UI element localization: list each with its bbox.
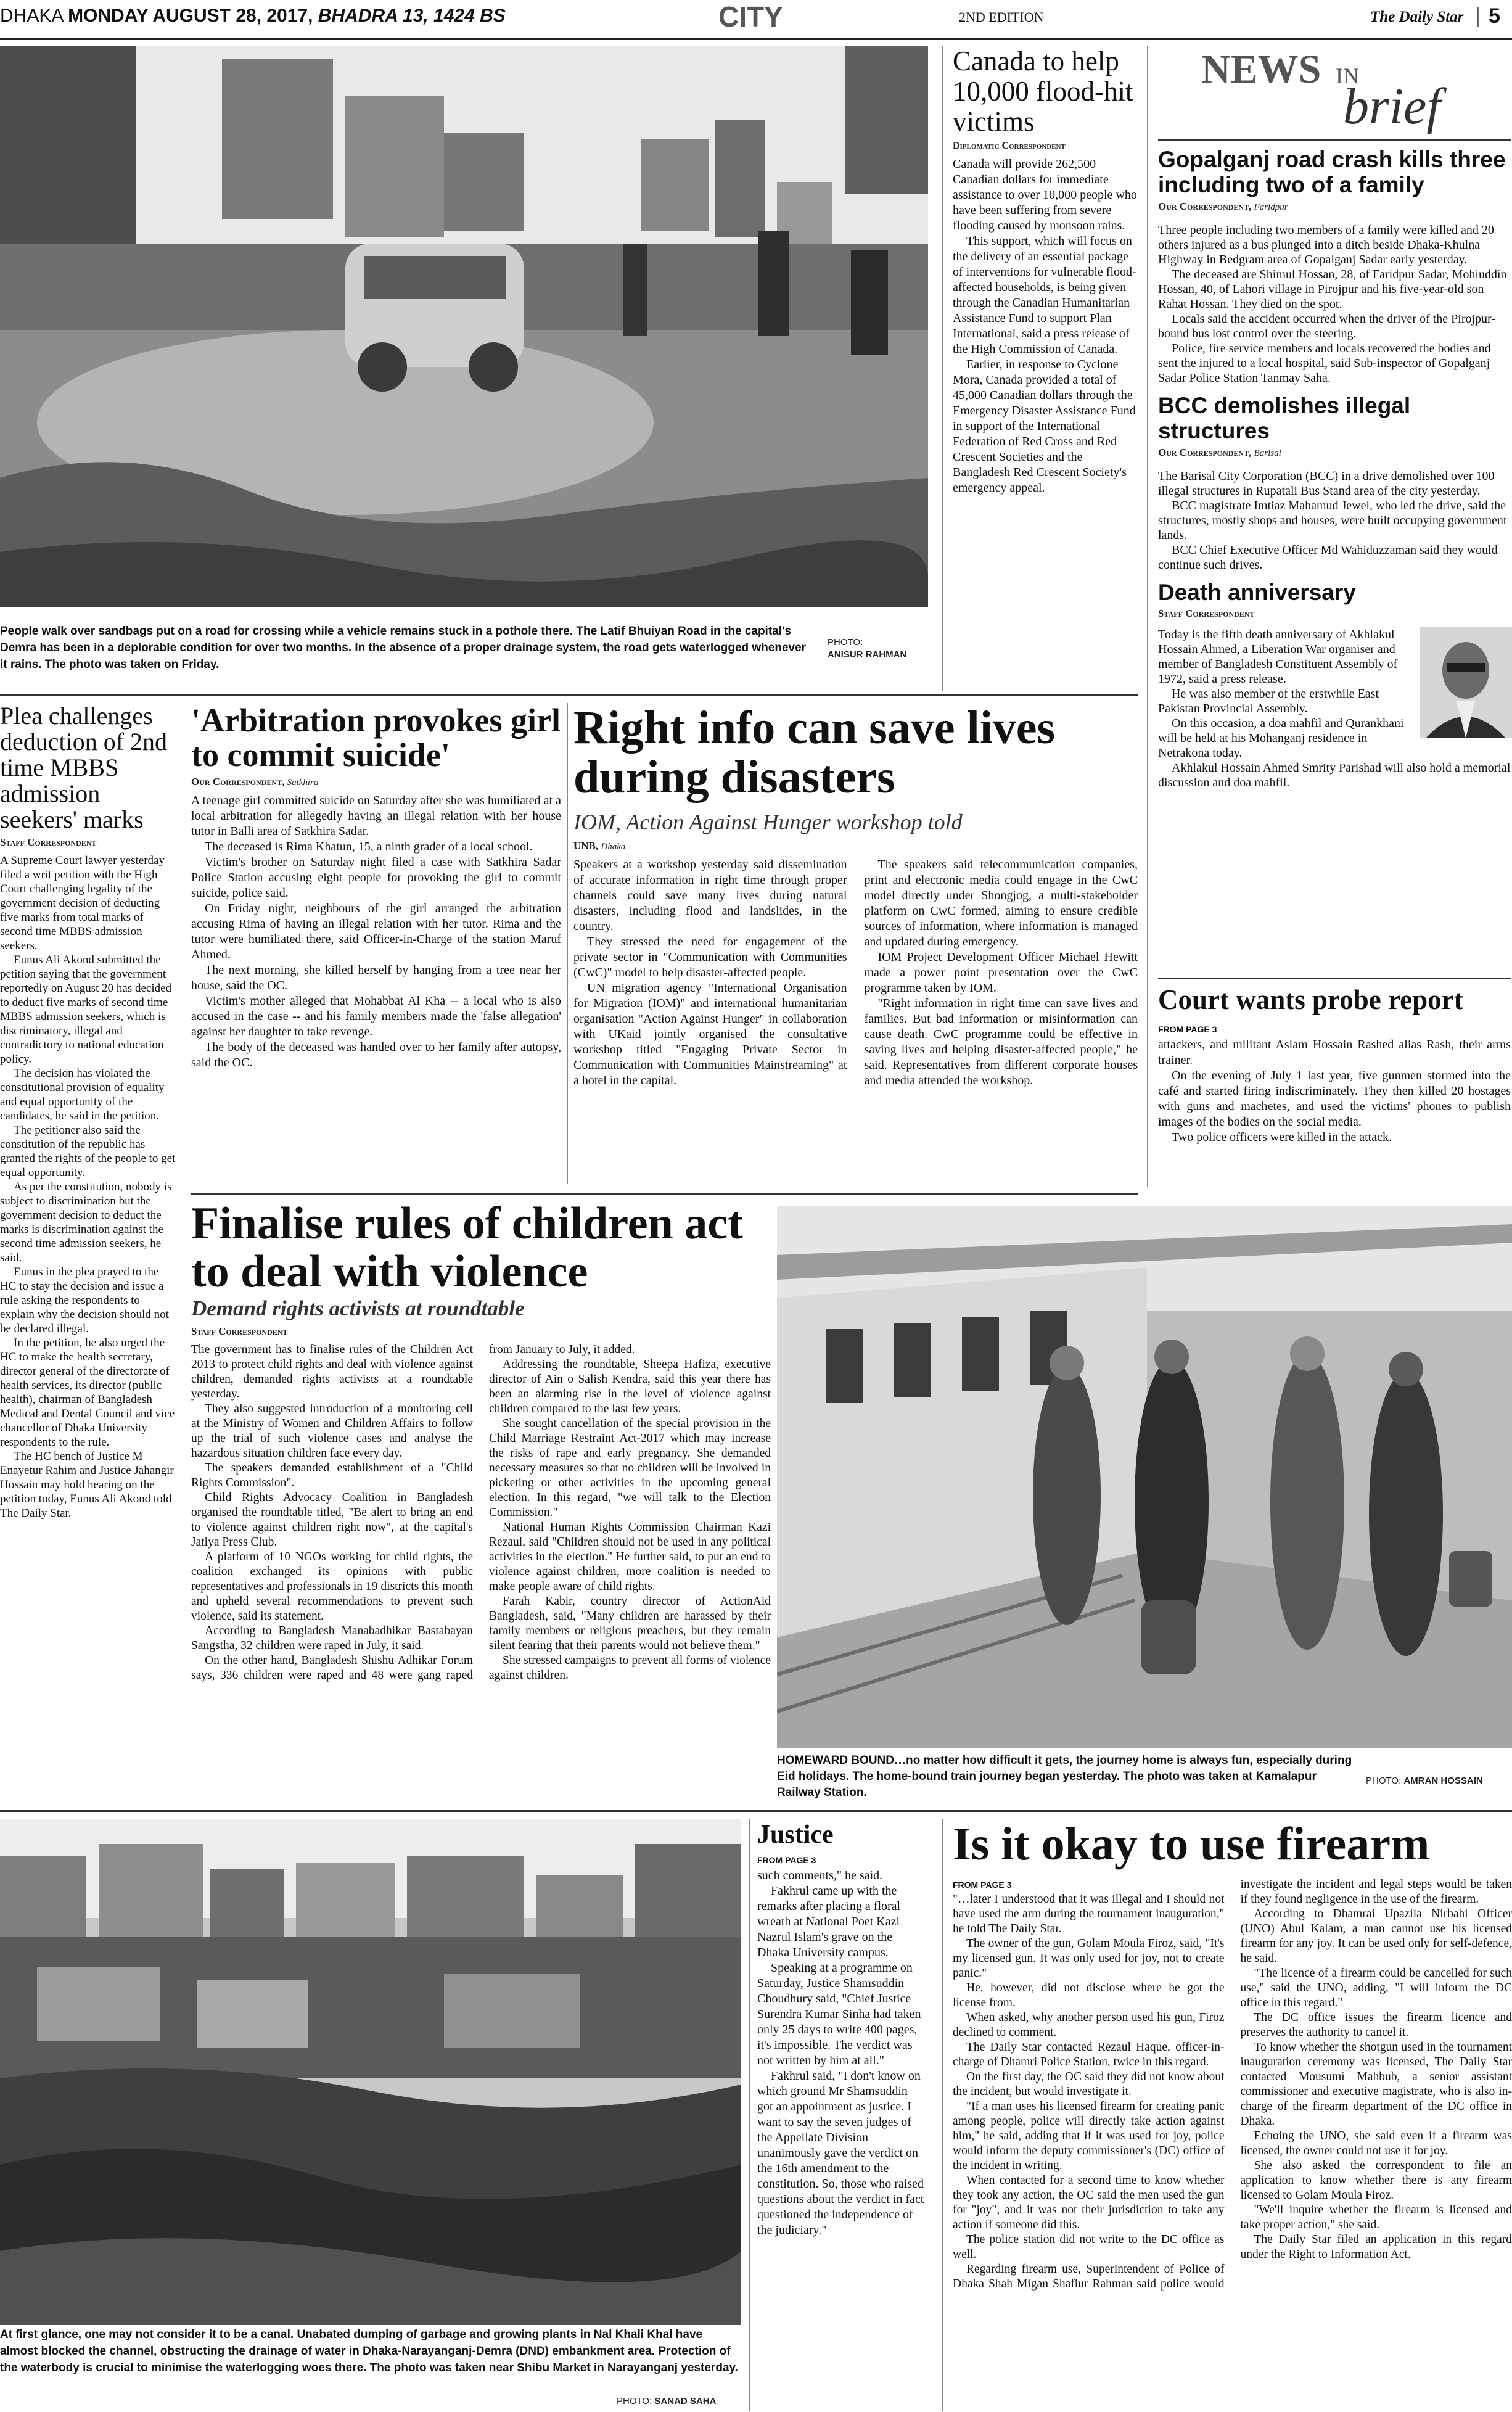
section-rule (0, 694, 1138, 696)
paragraph: The Barisal City Corporation (BCC) in a drive demolished over 100 illegal structures in Rupatali Bus Stand area of the city yesterday. (1158, 469, 1495, 498)
plea-headline: Plea challenges deduction of 2nd time MBBS admission seekers' marks (0, 703, 168, 833)
firearm-body (953, 1877, 1512, 2292)
top-photo-caption: People walk over sandbags put on a road for crossing while a vehicle remains stuck in a pothole there. The Latif Bhuiyan Road in the capital's Demra has been in a deplorable condition for over two months. In the absence of a proper drainage system, the road gets waterlogged whenever it rains. The photo was taken on Friday. (0, 625, 807, 671)
paragraph: The owner of the gun, Golam Moula Firoz, said, "It's my licensed gun. It was only used for joy, not to create panic." (953, 1937, 1225, 1980)
brief-place: Faridpur (1254, 202, 1288, 212)
plea-story (0, 703, 176, 1801)
paragraph: The petitioner also said the constitution of the republic has granted the rights of the people to get equal opportunity. (0, 1124, 176, 1179)
masthead (0, 0, 1512, 38)
page-number: 5 (1489, 4, 1500, 28)
paragraph: Child Rights Advocacy Coalition in Bangladesh organised the roundtable titled, "Be alert to bring an end to violence against children right now", at the capital's Jatiya Press Club. (191, 1491, 473, 1549)
paragraph: She also asked the correspondent to file an application to know whether there is any firearm licensed to Golam Moula Firoz. (1240, 2159, 1512, 2202)
paragraph: Three people including two members of a family were killed and 20 others injured as a bus plunged into a ditch beside Dhaka-Khulna Highway in Bedgram area of Gopalganj Sadar early yesterday. (1158, 223, 1494, 266)
paragraph: The deceased are Shimul Hossan, 28, of Faridpur Sadar, Mohiuddin Hossan, 40, of Lahori village in Pirojpur and his five-year-old son Rahat Hossan. They died on the spot. (1158, 267, 1507, 311)
paragraph: The government has to finalise rules of the Children Act 2013 to protect child rights and deal with violence against children, demanded rights activists at a roundtable yesterday. (191, 1343, 473, 1401)
paragraph: "The licence of a firearm could be cancelled for such use," said the UNO, adding, "I will inform the DC office in this regard." (1240, 1967, 1512, 2009)
paragraph: On the other hand, Bangladesh Shishu Adhikar Forum says, 336 children were raped and 48 were gang raped from January to July, it added. (191, 1343, 635, 1682)
dateline-bengali: BHADRA 13, 1424 BS (318, 6, 506, 26)
credit-label: PHOTO: (1366, 1776, 1402, 1786)
paragraph: They stressed the need for engagement of the private sector in "Communication with Communities (CwC)" model to help disaster-affected people. (573, 935, 847, 979)
paragraph: He, however, did not disclose where he got the license from. (953, 1982, 1225, 2009)
paragraph: When contacted for a second time to know whether they took any action, the OC said the men used the gun for "joy", and it was not their jurisdiction to take any action if someone did this. (953, 2174, 1225, 2231)
paragraph: She sought cancellation of the special provision in the Child Marriage Restraint Act-2017 which may increase the risks of rape and early pregnancy. She demanded necessary measures so that no children will be involved in picketing or other activities in the upcoming general election. In this regard, "we will talk to the Election Commission." (489, 1417, 771, 1519)
title-in: IN (1336, 64, 1359, 88)
column-divider (942, 1819, 943, 2411)
news-in-brief-column (1158, 46, 1512, 978)
paragraph: Speaking at a programme on Saturday, Justice Shamsuddin Choudhury said, "Chief Justice Surendra Kumar Sinha had taken only 25 days to write 400 pages, it's impossible. The verdict was not written by him at all." (757, 1961, 921, 2067)
train-station-photo (777, 1206, 1512, 1748)
top-photo-credit (828, 636, 932, 665)
column-divider (942, 46, 943, 691)
credit-name: SANAD SAHA (654, 2396, 717, 2406)
paragraph: "…later I understood that it was illegal and I should not have used the arm during the tournament inauguration," he told The Daily Star. (953, 1893, 1225, 1935)
paragraph: The speakers said telecommunication companies, print and electronic media could engage in the CwC model directly under Shongjog, a multi-stakeholder platform on CwC formed, aiming to ensure credible sources of information, where information is managed and updated during emergency. (864, 858, 1138, 949)
paragraph: According to Bangladesh Manabadhikar Bastabayan Sangstha, 32 children were raped in July, it said. (191, 1624, 473, 1652)
column-divider (1147, 46, 1148, 1187)
dateline-city: DHAKA (0, 6, 63, 26)
paragraph: The deceased is Rima Khatun, 15, a ninth grader of a local school. (205, 840, 533, 854)
paragraph: "Right information in right time can save lives and families. But bad information or misinformation can cause death. CwC programme could be effective in saving lives and helping disaster-affected people," he said. Representatives from different corporate houses and media attended the workshop. (864, 997, 1138, 1087)
credit-name: ANISUR RAHMAN (828, 649, 907, 660)
paragraph: The Daily Star contacted Rezaul Haque, officer-in-charge of Dhamri Police Station, twice in this regard. (953, 2041, 1225, 2068)
paragraph: The police station did not write to the DC office as well. (953, 2233, 1225, 2261)
paragraph: Police, fire service members and locals recovered the bodies and sent the injured to a local hospital, said Sub-inspector of Gopalganj Sadar Police Station Tanmay Saha. (1158, 341, 1491, 385)
page-separator: | (1475, 4, 1481, 28)
paragraph: Earlier, in response to Cyclone Mora, Canada provided a total of 45,000 Canadian dollars through the Emergency Disaster Assistance Fund in support of the International Federation of Red Cross and Red Crescent Societies and the Bangladesh Red Crescent Society's emergency appeal. (953, 358, 1136, 495)
edition-label: 2ND EDITION (959, 9, 1044, 25)
arbitration-headline: 'Arbitration provokes girl to commit suicide' (191, 703, 561, 773)
train-photo-credit (1366, 1775, 1512, 1791)
brief-headline: Death anniversary (1158, 579, 1356, 605)
paragraph: Locals said the accident occurred when the driver of the Pirojpur-bound bus lost control over the steering. (1158, 311, 1495, 340)
paragraph: Two police officers were killed in the attack. (1172, 1130, 1392, 1144)
waterlogged-road-photo (0, 46, 928, 607)
court-headline: Court wants probe report (1158, 984, 1463, 1015)
column-divider (567, 703, 568, 1184)
paragraph: To know whether the shotgun used in the tournament inauguration ceremony was licensed, The Daily Star contacted Mousumi Mahbub, a senior assistant commissioner and executive magistrate, who is also in-charge of the firearm department of the DC office in Dhaka. (1240, 2041, 1512, 2128)
paragraph: The HC bench of Justice M Enayetur Rahim and Justice Jahangir Hossain may hold hearing on the petition today, Eunus Ali Akond told The Daily Star. (0, 1450, 174, 1520)
paragraph: In the petition, he also urged the HC to make the health secretary, director general of the directorate of health services, its director (public health), chairman of Bangladesh Medical and Dental Council and vice chancellor of Dhaka University respondents to the rule. (0, 1336, 175, 1449)
right-info-subhead: IOM, Action Against Hunger workshop told (573, 810, 963, 834)
paragraph: A teenage girl committed suicide on Saturday after she was humiliated at a local arbitration for allegedly having an illegal relation with her house tutor in Balli area of Satkhira Sadar. (191, 794, 561, 838)
brief-body (1158, 469, 1512, 572)
credit-label: PHOTO: (617, 2396, 652, 2406)
paragraph: such comments," he said. (757, 1869, 883, 1882)
section-rule (0, 1810, 1512, 1812)
paragraph: Echoing the UNO, she said even if a firearm was licensed, the owner could not use it for joy. (1240, 2130, 1512, 2157)
brief-byline: Our Correspondent, Barisal (1158, 446, 1281, 458)
train-photo-caption: HOMEWARD BOUND…no matter how difficult it gets, the journey home is always fun, especially during Eid holidays. The home-bound train journey began yesterday. The photo was taken at Kamalapur Railway Station. (777, 1754, 1352, 1799)
brief-rule (1158, 139, 1511, 141)
paragraph: He was also member of the erstwhile East Pakistan Provincial Assembly. (1158, 687, 1379, 716)
paragraph: Addressing the roundtable, Sheepa Hafiza, executive director of Ain o Salish Kendra, said this year there has been an alarming rise in the level of violence against children compared to the last few years. (489, 1358, 771, 1415)
news-in-brief-title (1158, 46, 1512, 139)
credit-label: PHOTO: (828, 637, 863, 648)
paragraph: They also suggested introduction of a monitoring cell at the Ministry of Women and Children Affairs to follow up the trial of such violence cases and analyse the hazardous situation children face every day. (191, 1402, 473, 1460)
paragraph: As per the constitution, nobody is subject to discrimination but the government decision to deduct the marks is discrimination against the second time admission seekers, he said. (0, 1180, 172, 1264)
paragraph: A Supreme Court lawyer yesterday filed a writ petition with the High Court challenging legality of the government decision of deducting five marks from total marks of second time MBBS admission seekers. (0, 854, 165, 952)
canada-story (953, 46, 1138, 694)
court-probe-story (1158, 984, 1511, 1187)
section-rule (1158, 978, 1511, 979)
dateline (0, 2, 617, 33)
paragraph: "We'll inquire whether the firearm is licensed and take proper action," she said. (1240, 2204, 1512, 2231)
finalise-story (191, 1200, 771, 1801)
paragraph: "If a man uses his licensed firearm for creating panic among people, police will directly take action against him," he said, adding that if it was used for joy, police would inform the deputy commissioner's (DC) office of the incident in writing. (953, 2100, 1225, 2172)
paragraph: Victim's mother alleged that Mohabbat Al Kha -- a local who is also accused in the case -- and his family members made the 'false allegation' against her daughter to take revenge. (191, 994, 561, 1039)
paragraph: On Friday night, neighbours of the girl arranged the arbitration accusing Rima of having an illegal relation with her tutor. Rima and the tutor were humiliated there, said Officer-in-Charge of the station Maruf Ahmed. (191, 902, 561, 961)
arbitration-body (191, 793, 561, 1071)
paragraph: Akhlakul Hossain Ahmed Smrity Parishad will also hold a memorial discussion and doa mahfil. (1158, 761, 1511, 790)
firearm-story (953, 1819, 1512, 2411)
section-name: CITY (718, 1, 783, 33)
masthead-rule (0, 38, 1512, 40)
paragraph: The body of the deceased was handed over to her family after autopsy, said the OC. (191, 1040, 561, 1069)
paragraph: Fakhrul came up with the remarks after placing a floral wreath at National Poet Kazi Nazrul Islam's grave on the Dhaka University campus. (757, 1884, 901, 1959)
arbitration-story (191, 703, 561, 1184)
paragraph: UN migration agency "International Organisation for Migration (IOM)" and international humanitarian organisation "Action Against Hunger" in collaboration with UKaid jointly organised the consultative workshop titled "Engaging Private Sector in Communication with Communities Mainstreaming" at a hotel in the capital. (573, 981, 847, 1087)
paragraph: The DC office issues the firearm licence and preserves the authority to cancel it. (1240, 2011, 1512, 2039)
section-rule (191, 1193, 1138, 1195)
paragraph: BCC Chief Executive Officer Md Wahiduzzaman said they would continue such drives. (1158, 543, 1498, 572)
from-page: FROM PAGE 3 (1158, 1024, 1217, 1034)
paragraph: The speakers demanded establishment of a "Child Rights Commission". (191, 1462, 473, 1489)
brief-headline: Gopalganj road crash kills three including two of a family (1158, 147, 1506, 198)
paragraph: Speakers at a workshop yesterday said dissemination of accurate information in right time through proper channels could save many lives during natural disasters, including flood and landslides, in the country. (573, 858, 847, 933)
paragraph: The Daily Star filed an application in this regard under the Right to Information Act. (1240, 2233, 1512, 2261)
paragraph: When asked, why another person used his gun, Firoz declined to comment. (953, 2011, 1225, 2039)
right-info-place: Dhaka (601, 842, 626, 852)
paragraph: This support, which will focus on the delivery of an essential package of interventions for vulnerable flood-affected households, is being given through the Canadian Humanitarian Assistance Fund to support Plan International, said a press release of the High Commission of Canada. (953, 234, 1136, 356)
paragraph: Farah Kabir, country director of ActionAid Bangladesh, said, "Many children are harassed by their family members or religious preachers, but they remain silent fearing that their parents would not believe them." (489, 1595, 771, 1652)
paragraph: Eunus in the plea prayed to the HC to stay the decision and issue a rule asking the respondents to explain why the decision should not be declared illegal. (0, 1266, 169, 1335)
right-info-headline: Right info can save lives during disasters (573, 703, 1056, 803)
paragraph: BCC magistrate Imtiaz Mahamud Jewel, who led the drive, said the structures, mostly shops and houses, were built occupying government lands. (1158, 498, 1507, 542)
right-info-story (573, 703, 1138, 1184)
paragraph: National Human Rights Commission Chairman Kazi Rezaul, said "Children should not be used in any political activities in the election." He further said, to put an end to violence against children, more coalition is needed to make people aware of child rights. (489, 1521, 771, 1593)
brief-headline: BCC demolishes illegal structures (1158, 392, 1411, 444)
justice-headline: Justice (757, 1821, 834, 1849)
from-page: FROM PAGE 3 (953, 1880, 1012, 1890)
justice-story (757, 1819, 925, 2411)
firearm-headline: Is it okay to use firearm (953, 1819, 1430, 1870)
brief-byline: Staff Correspondent (1158, 607, 1255, 620)
paragraph: Eunus Ali Akond submitted the petition saying that the government reportedly on August 20 has decided to deduct five marks of second time MBBS admission seekers, which is discriminatory, illegal and contradictory to national education policy. (0, 953, 172, 1066)
plea-byline: Staff Correspondent (0, 836, 97, 848)
right-info-byline: UNB, Dhaka (573, 840, 626, 852)
finalise-subhead: Demand rights activists at roundtable (191, 1296, 525, 1320)
paragraph: IOM Project Development Officer Michael Hewitt made a power point presentation over the CwC programme taken by IOM. (864, 950, 1138, 995)
arbitration-byline: Our Correspondent, Satkhira (191, 776, 319, 788)
finalise-headline: Finalise rules of children act to deal with violence (191, 1200, 743, 1297)
brief-place: Barisal (1254, 448, 1281, 458)
portrait-photo (1420, 627, 1512, 738)
column-divider (749, 1819, 750, 2411)
paragraph: Victim's brother on Saturday night filed a case with Satkhira Sadar Police Station accusing eight people for provoking the girl to commit suicide, police said. (191, 855, 561, 900)
right-info-body (573, 857, 1138, 1089)
finalise-body (191, 1343, 771, 1683)
court-body (1158, 1022, 1511, 1145)
credit-name: AMRAN HOSSAIN (1403, 1776, 1483, 1786)
finalise-byline: Staff Correspondent (191, 1325, 288, 1337)
paragraph: According to Dhamrai Upazila Nirbahi Officer (UNO) Abul Kalam, a man cannot use his licensed firearm for any joy. It can be used only for self-defence, he said. (1240, 1908, 1512, 1965)
brief-body (1158, 223, 1512, 385)
paragraph: Today is the fifth death anniversary of Akhlakul Hossain Ahmed, a Liberation War organiser and member of Bangladesh Constituent Assembly of 1972, said a press release. (1158, 628, 1398, 686)
paragraph: Fakhrul said, "I don't know on which ground Mr Shamsuddin got an appointment as justice. I want to say the seven judges of the Appellate Division unanimously gave the verdict on the 16th amendment to the constitution. So, those who raised questions about the verdict in fact questioned the independence of the judiciary." (757, 2069, 924, 2237)
title-brief: brief (1343, 78, 1441, 135)
title-news: NEWS (1201, 47, 1321, 92)
canal-photo-credit (617, 2395, 741, 2410)
paragraph: Canada will provide 262,500 Canadian dollars for immediate assistance to over 10,000 people who have been suffering from severe flooding caused by monsoon rains. (953, 157, 1137, 233)
paragraph: A platform of 10 NGOs working for child rights, the coalition exchanged its opinions with public representatives and professionals in 19 districts this month and upheld several recommendations to prevent such violence, said its statement. (191, 1550, 473, 1623)
paragraph: The decision has violated the constitutional provision of equality and equal opportunity of the candidates, he said in the petition. (0, 1067, 165, 1122)
plea-body (0, 854, 176, 1520)
canada-byline: Diplomatic Correspondent (953, 141, 1066, 151)
paragraph: On the first day, the OC said they did not know about the incident, but would investigate it. (953, 2070, 1225, 2098)
dateline-date: MONDAY AUGUST 28, 2017, (68, 6, 313, 26)
canal-photo (0, 1819, 741, 2325)
canada-headline: Canada to help 10,000 flood-hit victims (953, 46, 1133, 137)
paragraph: Regarding firearm use, Superintendent of Police of Dhaka Shah Migan Shafiur Rahman said police would investigate the incident and legal steps would be taken if they found negligence in the use of the firearm. (953, 1878, 1512, 2291)
paragraph: On this occasion, a doa mahfil and Qurankhani will be held at his Mohanganj residence in Netrakona today. (1158, 717, 1404, 760)
paragraph: On the evening of July 1 last year, five gunmen stormed into the café and started firing indiscriminately. They then killed 20 hostages with guns and machetes, and used the victims' phones to publish images of the bodies on the social media. (1158, 1069, 1511, 1129)
from-page: FROM PAGE 3 (757, 1855, 816, 1865)
canal-photo-caption: At first glance, one may not consider it to be a canal. Unabated dumping of garbage and growing plants in Nal Khali Khal have almost blocked the channel, obstructing the drainage of water in Dhaka-Narayanganj-Demra (DND) embankment area. Protection of the waterbody is crucial to minimise the waterlogging woes there. The photo was taken near Shibu Market in Narayanganj yesterday. (0, 2328, 738, 2374)
paragraph: The next morning, she killed herself by hanging from a tree near her house, said the OC. (191, 963, 561, 992)
justice-body (757, 1853, 925, 2238)
paragraph: attackers, and militant Aslam Hossain Rashed alias Rash, their arms trainer. (1158, 1038, 1511, 1067)
arbitration-place: Satkhira (287, 778, 319, 788)
canada-body (953, 157, 1138, 496)
brief-byline: Our Correspondent, Faridpur (1158, 200, 1288, 212)
paragraph: She stressed campaigns to prevent all forms of violence against children. (489, 1654, 771, 1682)
paper-logo: The Daily Star (1370, 9, 1464, 25)
